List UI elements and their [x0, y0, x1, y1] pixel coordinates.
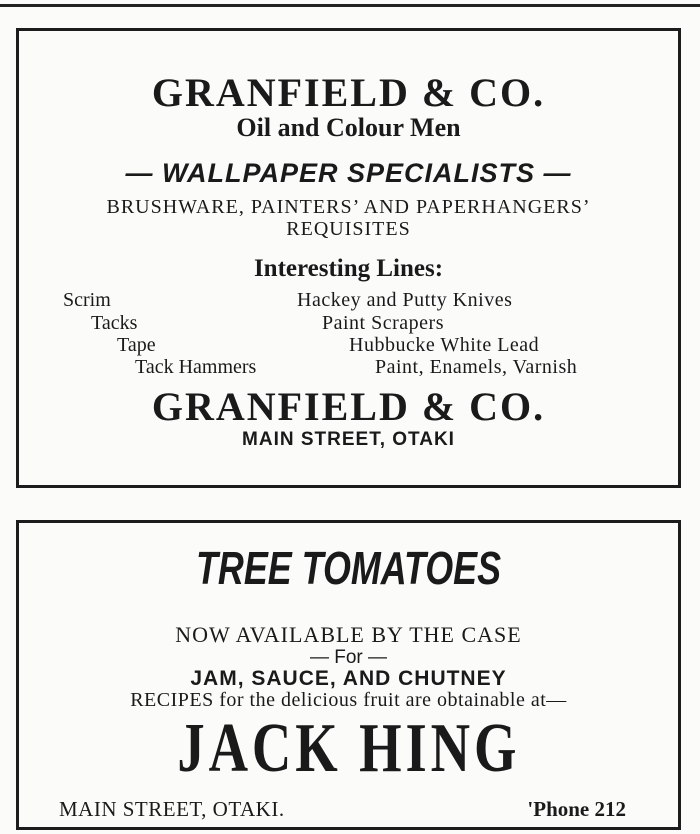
requisites-line-2: REQUISITES	[286, 218, 411, 240]
seller-name	[19, 709, 678, 789]
list-item: Tacks	[91, 312, 138, 334]
seller-phone: 'Phone 212	[527, 797, 626, 821]
list-item: Scrim	[63, 289, 111, 311]
list-item: Paint, Enamels, Varnish	[375, 356, 578, 378]
list-item: Hackey and Putty Knives	[297, 289, 513, 311]
headline	[19, 541, 678, 595]
top-rule	[0, 0, 700, 7]
seller-name-text: JACK HING	[176, 710, 521, 787]
uses-text: JAM, SAUCE, AND CHUTNEY	[190, 667, 507, 690]
for-text: — For —	[309, 647, 388, 668]
company-name: GRANFIELD & CO.	[151, 70, 546, 115]
list-item: Tape	[117, 334, 156, 356]
company-subtitle: Oil and Colour Men	[236, 113, 461, 142]
company-name-repeat: GRANFIELD & CO.	[151, 384, 546, 429]
interesting-lines-heading: Interesting Lines:	[253, 255, 444, 282]
specialty-heading: — WALLPAPER SPECIALISTS —	[125, 158, 572, 188]
company-address: MAIN STREET, OTAKI	[242, 429, 455, 450]
availability-text: NOW AVAILABLE BY THE CASE	[175, 622, 522, 647]
granfield-advertisement	[16, 28, 681, 488]
seller-address: MAIN STREET, OTAKI.	[59, 797, 285, 821]
list-item: Tack Hammers	[135, 356, 257, 378]
headline-text: TREE TOMATOES	[195, 542, 502, 594]
list-item: Hubbucke White Lead	[349, 334, 540, 356]
recipes-text: RECIPES for the delicious fruit are obtainable at—	[130, 689, 567, 711]
jack-hing-advertisement	[16, 520, 681, 830]
requisites-line-1: BRUSHWARE, PAINTERS’ AND PAPERHANGERS’	[106, 196, 591, 218]
list-item: Paint Scrapers	[322, 312, 444, 334]
